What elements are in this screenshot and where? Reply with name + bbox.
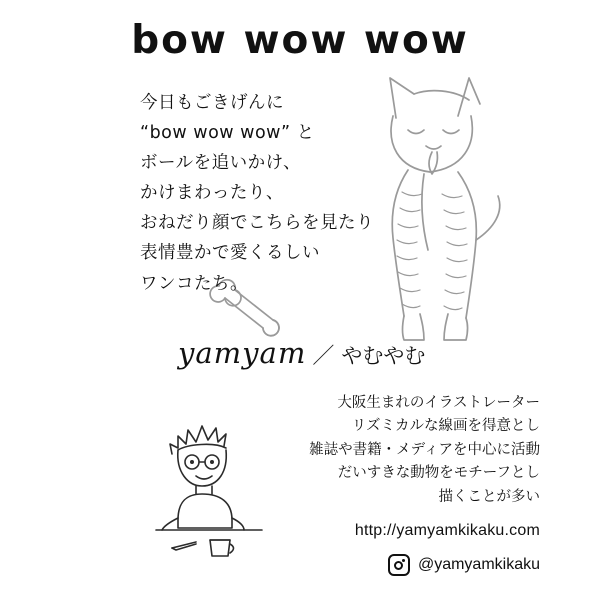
poem-line: 今日もごきげんに — [140, 93, 284, 113]
bio-line: 大阪生まれのイラストレーター — [337, 395, 540, 411]
poem-line: ワンコたち。 — [140, 273, 248, 294]
signature-separator: ／ — [312, 343, 336, 368]
website-url[interactable]: http://yamyamkikaku.com — [354, 522, 540, 539]
poem-line: おねだり顔でこちらを見たり — [140, 213, 374, 234]
poem-line: ボールを追いかけ、 — [140, 153, 301, 174]
poem-line: “bow wow wow” と — [140, 123, 315, 144]
instagram-link[interactable] — [388, 554, 540, 576]
poem-text — [140, 88, 440, 299]
bio-line: リズミカルな線画を得意とし — [351, 418, 540, 435]
instagram-handle: @yamyamkikaku — [417, 556, 540, 573]
bio-line: 雑誌や書籍・メディアを中心に活動 — [309, 441, 540, 458]
instagram-icon — [388, 554, 410, 576]
artist-signature — [178, 336, 425, 370]
artist-portrait-illustration — [148, 388, 268, 568]
poem-line: 表情豊かで愛くるしい — [140, 243, 320, 264]
signature-kana: やむやむ — [341, 344, 426, 368]
poem-line: かけまわったり、 — [140, 183, 284, 204]
page-title: bow wow wow — [131, 18, 469, 63]
bio-line: 描くことが多い — [438, 488, 540, 505]
artist-bio — [260, 392, 540, 509]
bio-line: だいすきな動物をモチーフとし — [337, 465, 540, 482]
signature-latin: yamyam — [178, 336, 307, 370]
